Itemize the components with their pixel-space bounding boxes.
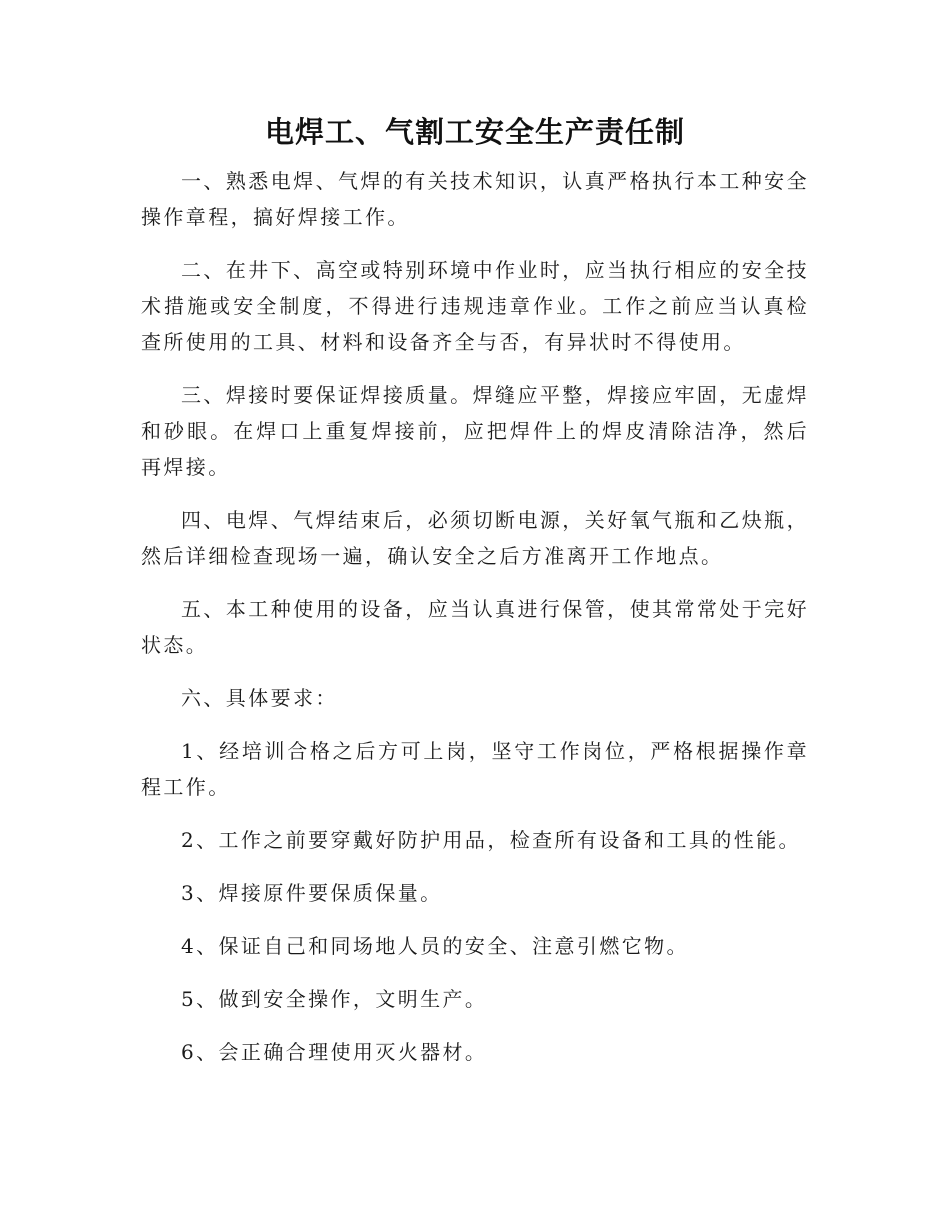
paragraph-2: 二、在井下、高空或特别环境中作业时，应当执行相应的安全技术措施或安全制度，不得进行违规违章作业。工作之前应当认真检查所使用的工具、材料和设备齐全与否，有异状时不得使用。	[141, 258, 809, 354]
paragraph-3: 三、焊接时要保证焊接质量。焊缝应平整，焊接应牢固，无虚焊和砂眼。在焊口上重复焊接前，应把焊件上的焊皮清除洁净，然后再焊接。	[141, 383, 809, 479]
document-body	[141, 163, 809, 1087]
requirement-4: 4、保证自己和同场地人员的安全、注意引燃它物。	[181, 934, 689, 958]
requirement-6: 6、会正确合理使用灭火器材。	[181, 1040, 488, 1064]
paragraph-4: 四、电焊、气焊结束后，必须切断电源，关好氧气瓶和乙炔瓶，然后详细检查现场一遍，确认安全之后方准离开工作地点。	[141, 508, 809, 568]
requirement-1: 1、经培训合格之后方可上岗，坚守工作岗位，严格根据操作章程工作。	[141, 739, 809, 799]
paragraph-5: 五、本工种使用的设备，应当认真进行保管，使其常常处于完好状态。	[141, 597, 809, 657]
requirement-5: 5、做到安全操作，文明生产。	[181, 987, 488, 1011]
requirement-2: 2、工作之前要穿戴好防护用品，检查所有设备和工具的性能。	[181, 828, 801, 852]
paragraph-1: 一、熟悉电焊、气焊的有关技术知识，认真严格执行本工种安全操作章程，搞好焊接工作。	[141, 169, 809, 229]
requirement-3: 3、焊接原件要保质保量。	[181, 881, 443, 905]
paragraph-6: 六、具体要求：	[181, 686, 338, 710]
document-title: 电焊工、气割工安全生产责任制	[264, 115, 685, 149]
